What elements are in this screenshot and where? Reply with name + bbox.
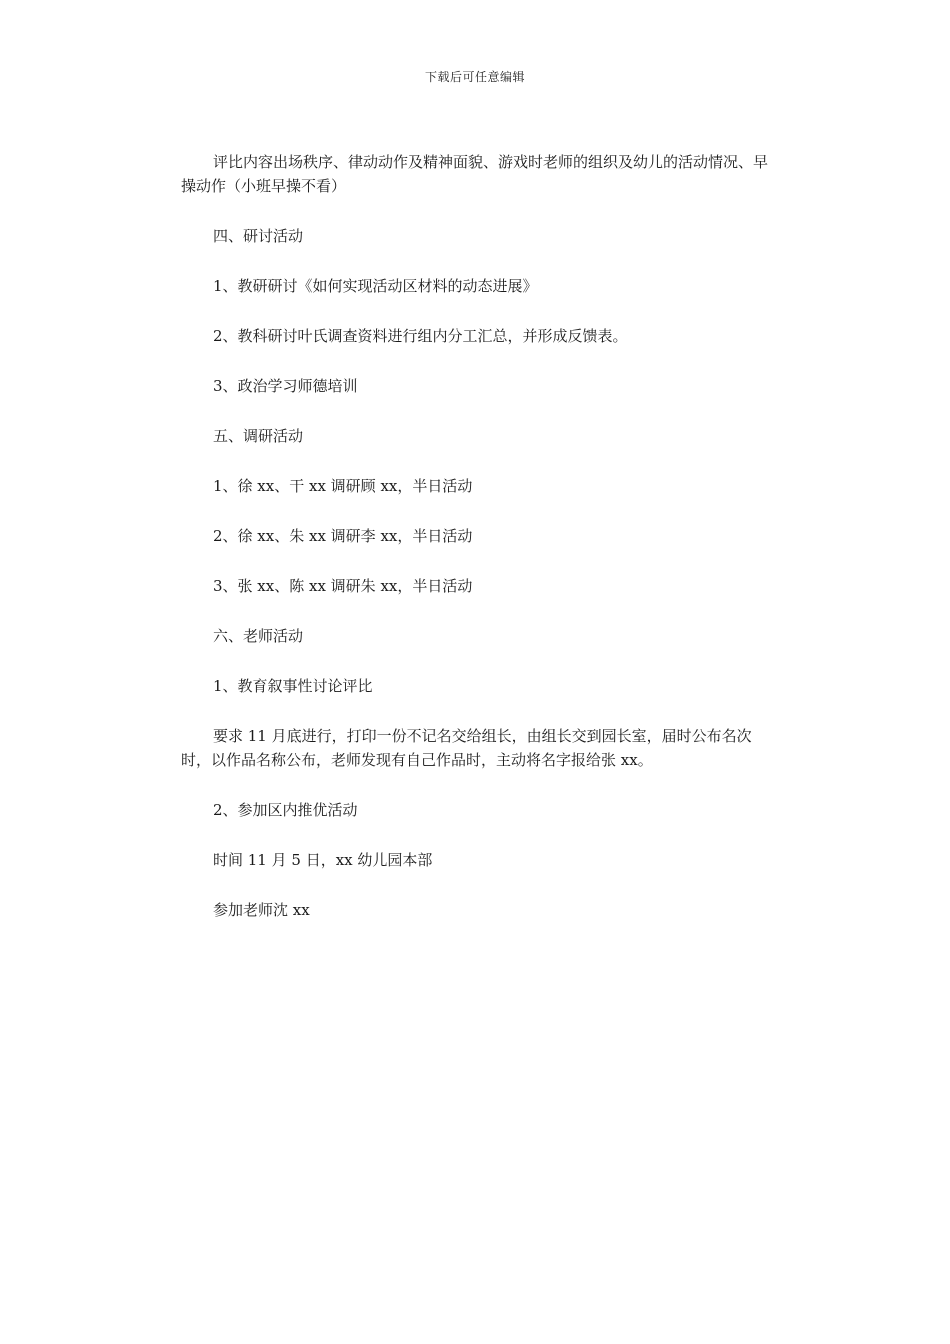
section-heading-research: 四、研讨活动 bbox=[213, 227, 304, 245]
paragraph-evaluation-content: 评比内容出场秩序、律动动作及精神面貌、游戏时老师的组织及幼儿的活动情况、早操动作（小班早操不看） bbox=[181, 153, 769, 195]
list-item: 2、徐 xx、朱 xx 调研李 xx，半日活动 bbox=[213, 527, 473, 545]
list-item: 1、教育叙事性讨论评比 bbox=[213, 677, 373, 695]
document-body bbox=[181, 150, 773, 922]
paragraph-requirements: 要求 11 月底进行，打印一份不记名交给组长，由组长交到园长室，届时公布名次时，以作品名称公布，老师发现有自己作品时，主动将名字报给张 xx。 bbox=[181, 727, 752, 769]
list-item: 1、徐 xx、干 xx 调研顾 xx，半日活动 bbox=[213, 477, 473, 495]
section-heading-survey: 五、调研活动 bbox=[213, 427, 304, 445]
section-heading-teacher: 六、老师活动 bbox=[213, 627, 304, 645]
list-item: 1、教研研讨《如何实现活动区材料的动态进展》 bbox=[213, 277, 538, 295]
paragraph-participant: 参加老师沈 xx bbox=[213, 901, 310, 919]
list-item: 3、政治学习师德培训 bbox=[213, 377, 358, 395]
list-item: 3、张 xx、陈 xx 调研朱 xx，半日活动 bbox=[213, 577, 473, 595]
list-item: 2、参加区内推优活动 bbox=[213, 801, 358, 819]
list-item: 2、教科研讨叶氏调查资料进行组内分工汇总，并形成反馈表。 bbox=[213, 327, 628, 345]
paragraph-time: 时间 11 月 5 日，xx 幼儿园本部 bbox=[213, 851, 433, 869]
page-header: 下载后可任意编辑 bbox=[424, 70, 525, 84]
